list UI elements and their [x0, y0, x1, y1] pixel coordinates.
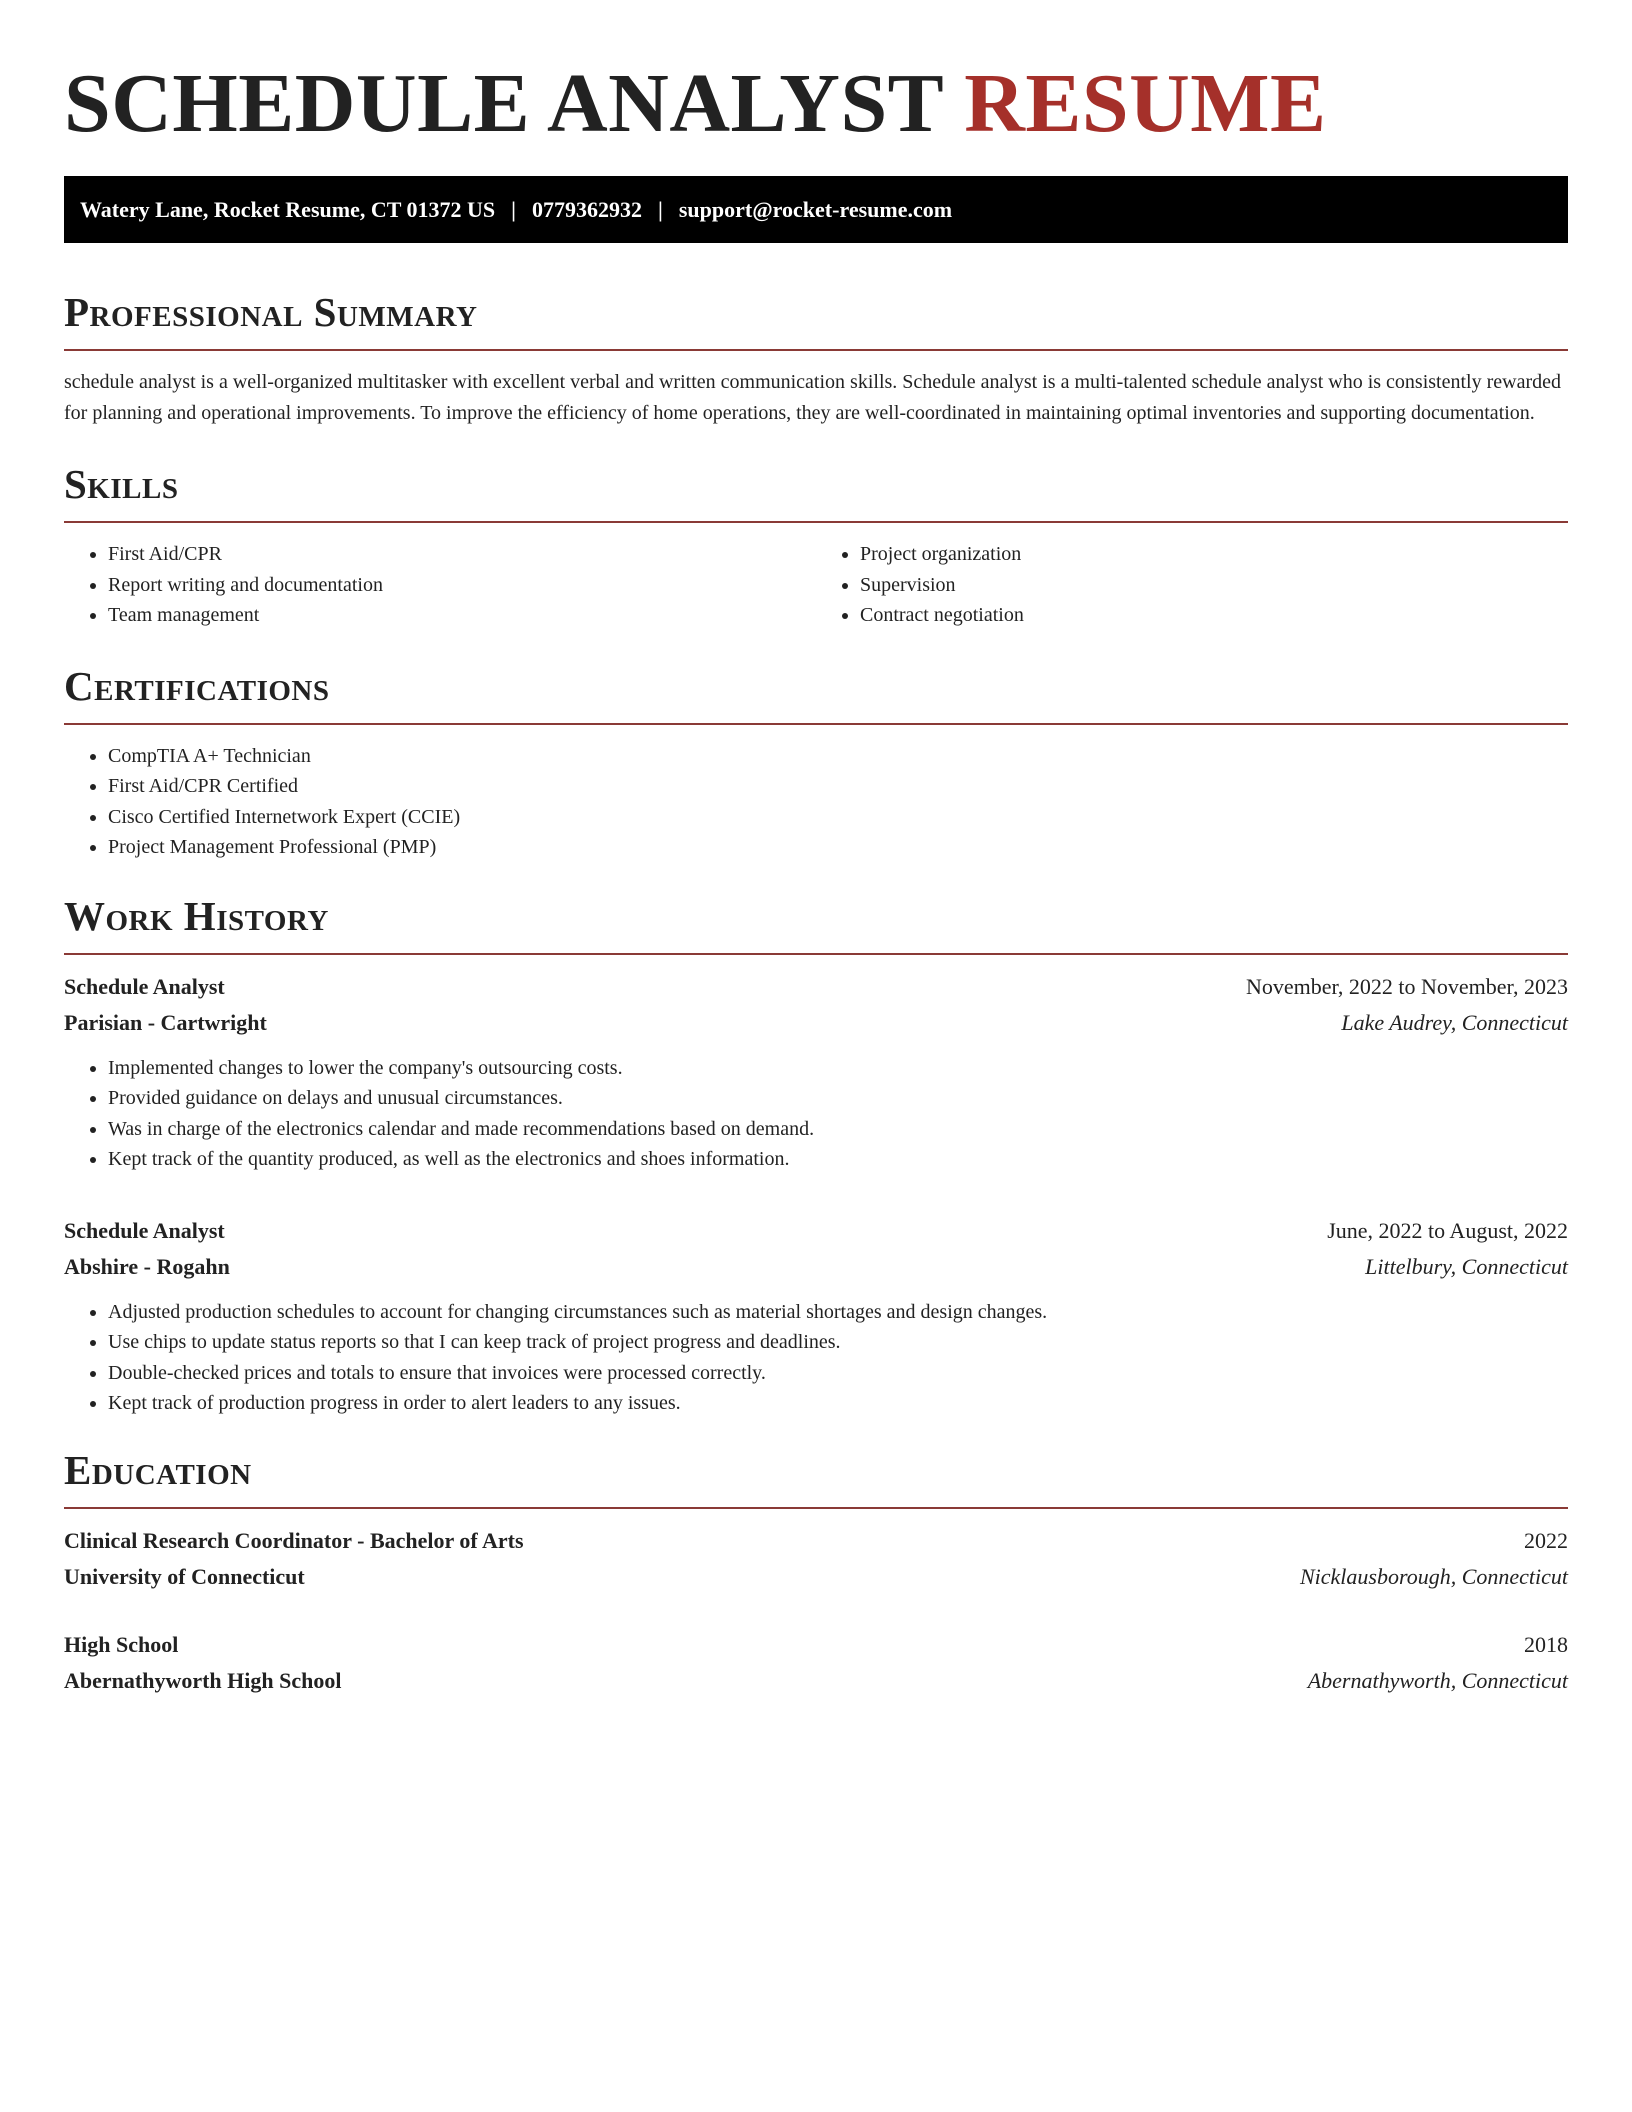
education-entry	[64, 1523, 1568, 1595]
skill-item: • Project organization	[860, 539, 1568, 570]
title-resume-word: RESUME	[964, 57, 1327, 150]
job-duty: • Was in charge of the electronics calendar and made recommendations based on demand.	[108, 1114, 1568, 1145]
job-dates: November, 2022 to November, 2023	[1245, 973, 1568, 999]
job-company-row	[64, 1249, 1568, 1285]
job-company: Abshire - Rogahn	[64, 1253, 230, 1279]
job-location: Littelbury, Connecticut	[1365, 1253, 1568, 1279]
job-company: Parisian - Cartwright	[64, 1009, 267, 1035]
section-divider	[64, 723, 1568, 725]
job-location: Lake Audrey, Connecticut	[1341, 1009, 1568, 1035]
job-duty: • Kept track of production progress in order to alert leaders to any issues.	[108, 1388, 1568, 1419]
job-duty: • Kept track of the quantity produced, as well as the electronics and shoes information.	[108, 1144, 1568, 1175]
job-entry	[64, 969, 1568, 1175]
contact-phone[interactable]: 0779362932	[531, 196, 642, 222]
section-heading: Skills	[64, 461, 179, 507]
skill-item: • Report writing and documentation	[108, 570, 816, 601]
title-role: SCHEDULE ANALYST	[64, 57, 943, 150]
section-heading: Professional Summary	[64, 289, 478, 335]
contact-bar	[64, 176, 1568, 243]
education-degree-row	[64, 1523, 1568, 1559]
job-title: Schedule Analyst	[64, 1217, 225, 1243]
job-duty: • Provided guidance on delays and unusual circumstances.	[108, 1083, 1568, 1114]
contact-separator: |	[511, 196, 516, 222]
section-work-history	[64, 891, 1568, 1419]
job-duty: • Implemented changes to lower the company's outsourcing costs.	[108, 1053, 1568, 1084]
skill-item: • Contract negotiation	[860, 600, 1568, 631]
section-divider	[64, 521, 1568, 523]
job-title: Schedule Analyst	[64, 973, 225, 999]
education-year: 2022	[1524, 1527, 1568, 1553]
contact-address: Watery Lane, Rocket Resume, CT 01372 US	[80, 196, 496, 222]
section-skills	[64, 459, 1568, 631]
education-location: Nicklausborough, Connecticut	[1299, 1563, 1568, 1589]
skills-grid	[64, 539, 1568, 631]
section-heading: Work History	[64, 892, 329, 939]
certification-item: • CompTIA A+ Technician	[108, 741, 1568, 772]
job-duty: • Use chips to update status reports so that I can keep track of project progress and deadlines.	[108, 1327, 1568, 1358]
skill-item: • Supervision	[860, 570, 1568, 601]
contact-separator: |	[657, 196, 663, 222]
section-heading: Certifications	[64, 662, 330, 709]
job-duty: • Double-checked prices and totals to ensure that invoices were processed correctly.	[108, 1358, 1568, 1389]
section-heading: Education	[64, 1446, 252, 1493]
education-school: University of Connecticut	[64, 1563, 305, 1589]
certifications-list	[64, 741, 1568, 863]
job-duties-list	[64, 1053, 1568, 1175]
section-education	[64, 1445, 1568, 1699]
skills-list-left	[64, 539, 816, 631]
education-location: Abernathyworth, Connecticut	[1307, 1667, 1568, 1693]
education-degree-row	[64, 1627, 1568, 1663]
resume-title	[64, 56, 1568, 152]
certification-item: • Project Management Professional (PMP)	[108, 832, 1568, 863]
job-header-row	[64, 969, 1568, 1005]
job-dates: June, 2022 to August, 2022	[1327, 1217, 1568, 1243]
certification-item: • Cisco Certified Internetwork Expert (CCIE)	[108, 802, 1568, 833]
summary-text: schedule analyst is a well-organized multitasker with excellent verbal and written communication skills. Schedule analyst is a multi-talented schedule analyst who is consistently rewarded for planning and operational improvements. To improve the efficiency of home operations, they are well-coordinated in maintaining optimal inventories and supporting documentation.	[64, 371, 1561, 424]
section-professional-summary	[64, 287, 1568, 429]
section-divider	[64, 349, 1568, 351]
job-entry	[64, 1213, 1568, 1419]
job-header-row	[64, 1213, 1568, 1249]
job-duty: • Adjusted production schedules to account for changing circumstances such as material shortages and design changes.	[108, 1297, 1568, 1328]
skill-item: • First Aid/CPR	[108, 539, 816, 570]
section-certifications	[64, 661, 1568, 863]
job-company-row	[64, 1005, 1568, 1041]
education-school-row	[64, 1559, 1568, 1595]
education-entry	[64, 1627, 1568, 1699]
skill-item: • Team management	[108, 600, 816, 631]
education-year: 2018	[1524, 1631, 1568, 1657]
education-school-row	[64, 1663, 1568, 1699]
certification-item: • First Aid/CPR Certified	[108, 771, 1568, 802]
education-school: Abernathyworth High School	[64, 1667, 342, 1693]
skills-list-right	[816, 539, 1568, 631]
education-degree: High School	[64, 1631, 179, 1657]
contact-email[interactable]: support@rocket-resume.com	[678, 196, 953, 222]
education-degree: Clinical Research Coordinator - Bachelor of Arts	[64, 1527, 524, 1553]
job-duties-list	[64, 1297, 1568, 1419]
section-divider	[64, 953, 1568, 955]
section-divider	[64, 1507, 1568, 1509]
